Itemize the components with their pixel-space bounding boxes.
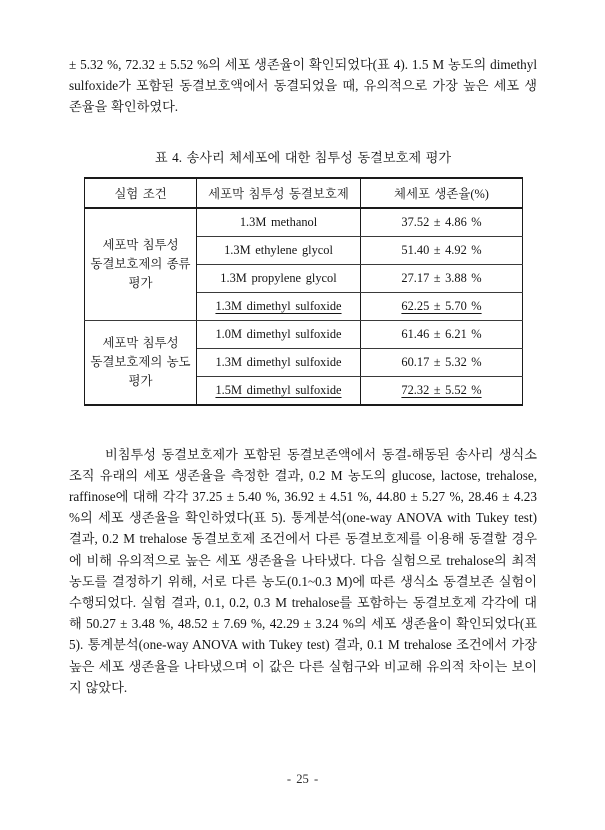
cell-cpa: 1.3M dimethyl sulfoxide bbox=[197, 292, 361, 320]
group-label-cell-0 bbox=[85, 208, 197, 321]
column-header-viability: 체세포 생존율(%) bbox=[361, 178, 523, 208]
cell-viability: 61.46 ± 6.21 % bbox=[361, 320, 523, 348]
table-body bbox=[85, 208, 523, 405]
cell-viability: 27.17 ± 3.88 % bbox=[361, 264, 523, 292]
group-label-line: 평가 bbox=[128, 275, 153, 290]
column-header-condition: 실험 조건 bbox=[85, 178, 197, 208]
table-row bbox=[85, 208, 523, 237]
cell-viability: 72.32 ± 5.52 % bbox=[361, 376, 523, 405]
cell-viability: 37.52 ± 4.86 % bbox=[361, 208, 523, 237]
cell-viability: 62.25 ± 5.70 % bbox=[361, 292, 523, 320]
group-label-line: 세포막 침투성 bbox=[102, 335, 179, 350]
cell-viability: 51.40 ± 4.92 % bbox=[361, 236, 523, 264]
group-label-line: 동결보호제의 종류 bbox=[90, 256, 191, 271]
page-number: - 25 - bbox=[286, 772, 319, 786]
page-content bbox=[69, 54, 537, 698]
cell-cpa: 1.0M dimethyl sulfoxide bbox=[197, 320, 361, 348]
cell-cpa: 1.3M ethylene glycol bbox=[197, 236, 361, 264]
group-label-cell-1 bbox=[85, 320, 197, 405]
table-caption: 표 4. 송사리 체세포에 대한 침투성 동결보호제 평가 bbox=[154, 149, 452, 165]
table-header-row bbox=[85, 178, 523, 208]
cell-cpa: 1.3M methanol bbox=[197, 208, 361, 237]
cell-cpa: 1.3M dimethyl sulfoxide bbox=[197, 348, 361, 376]
group-label-line: 평가 bbox=[128, 373, 153, 388]
cryoprotectant-evaluation-table bbox=[84, 177, 523, 406]
table-container bbox=[84, 177, 522, 406]
column-header-cpa: 세포막 침투성 동결보호제 bbox=[197, 178, 361, 208]
cell-cpa: 1.5M dimethyl sulfoxide bbox=[197, 376, 361, 405]
group-label-line: 세포막 침투성 bbox=[102, 237, 179, 252]
paragraph-top: ± 5.32 %, 72.32 ± 5.52 %의 세포 생존율이 확인되었다(표 4). 1.5 M 농도의 dimethyl sulfoxide가 포함된 동결보호액에서 동결되었을 때, 유의적으로 가장 높은 세포 생존율을 확인하였다. bbox=[69, 57, 537, 115]
group-label-line: 동결보호제의 농도 bbox=[90, 354, 191, 369]
table-header bbox=[85, 178, 523, 208]
paragraph-bottom: 비침투성 동결보호제가 포함된 동결보존액에서 동결-해동된 송사리 생식소 조직 유래의 세포 생존율을 측정한 결과, 0.2 M 농도의 glucose, lactose, trehalose, raffinose에 대해 각각 37.25 ± 5.40 %, 36.92 ± 4.51 %, 44.80 ± 5.27 %, 28.46 ± 4.23 %의 세포 생존율을 확인하였다(표 5). 통계분석(one-way ANOVA with Tukey test) 결과, 0.2 M trehalose 동결보호제 조건에서 다른 동결보호제를 이용해 동결할 경우에 비해 유의적으로 높은 세포 생존율을 나타냈다. 다음 실험으로 trehalose의 최적 농도를 결정하기 위해, 서로 다른 농도(0.1~0.3 M)에 따른 생식소 동결보존 실험이 수행되었다. 실험 결과, 0.1, 0.2, 0.3 M trehalose를 포함하는 동결보호제 각각에 대해 50.27 ± 3.48 %, 48.52 ± 7.69 %, 42.29 ± 3.24 %의 세포 생존율이 확인되었다(표 5). 통계분석(one-way ANOVA with Tukey test) 결과, 0.1 M trehalose 조건에서 가장 높은 세포 생존율을 나타냈으며 이 값은 다른 실험구와 비교해 유의적 차이는 보이지 않았다. bbox=[69, 446, 537, 695]
cell-viability: 60.17 ± 5.32 % bbox=[361, 348, 523, 376]
cell-cpa: 1.3M propylene glycol bbox=[197, 264, 361, 292]
table-row bbox=[85, 320, 523, 348]
